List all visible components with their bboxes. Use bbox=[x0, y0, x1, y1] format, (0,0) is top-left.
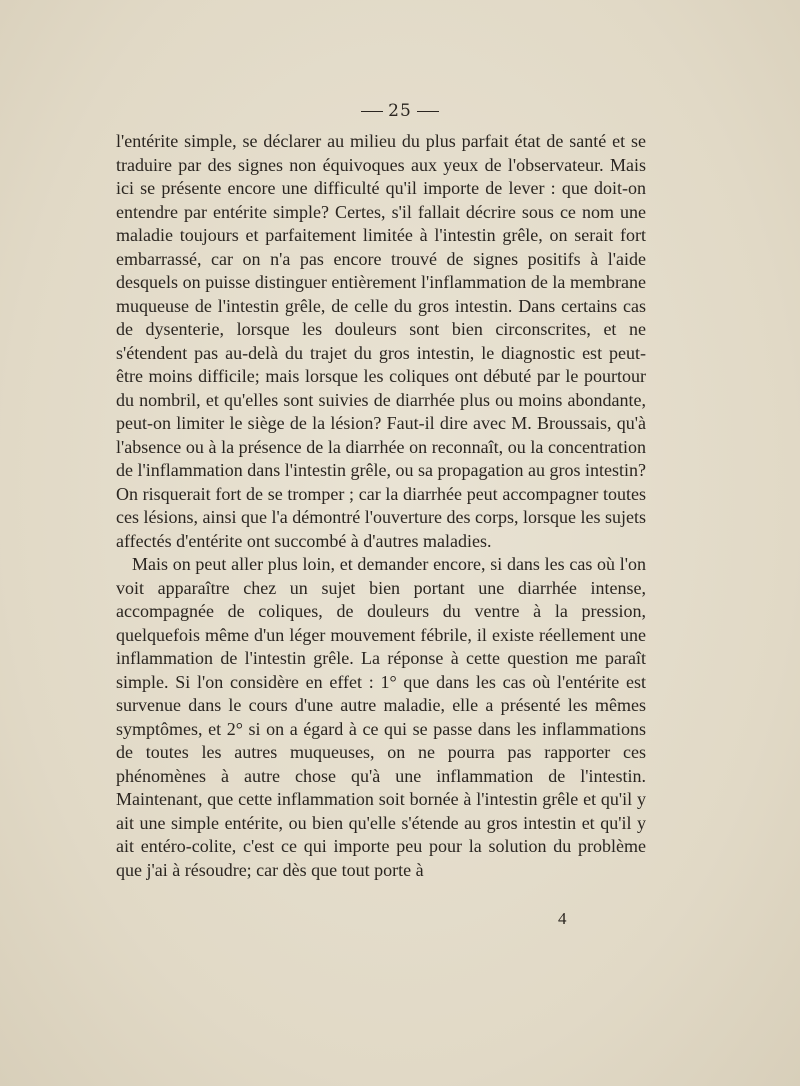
header-dash-right bbox=[417, 111, 439, 112]
page-number: 25 bbox=[388, 101, 412, 121]
page-header bbox=[0, 101, 800, 121]
header-dash-left bbox=[361, 111, 383, 112]
signature-mark: 4 bbox=[558, 909, 567, 928]
body-text bbox=[116, 130, 646, 882]
paragraph-1: l'entérite simple, se déclarer au milieu du plus parfait état de santé et se traduire par des signes non équivoques aux yeux de l'observateur. Mais ici se présente encore une difficulté qu'il importe de lever : que doit-on entendre par entérite simple? Certes, s'il fallait décrire sous ce nom une maladie toujours et parfaitement limitée à l'intestin grêle, on serait fort embarrassé, car on n'a pas encore trouvé de signes positifs à l'aide desquels on puisse distinguer entièrement l'inflammation de la membrane muqueuse de l'intestin grêle, de celle du gros intestin. Dans certains cas de dysenterie, lorsque les douleurs sont bien circonscrites, et ne s'étendent pas au-delà du trajet du gros intestin, le diagnostic est peut-être moins difficile; mais lorsque les coliques ont débuté par le pourtour du nombril, et qu'elles sont suivies de diarrhée plus ou moins abondante, peut-on limiter le siège de la lésion? Faut-il dire avec M. Broussais, qu'à l'absence ou à la présence de la diarrhée on reconnaît, ou la concentration de l'inflammation dans l'intestin grêle, ou sa propagation au gros intestin? On risquerait fort de se tromper ; car la diarrhée peut accompagner toutes ces lésions, ainsi que l'a démontré l'ouverture des corps, lorsque les sujets affectés d'entérite ont succombé à d'autres maladies. bbox=[116, 131, 646, 551]
paragraph-2: Mais on peut aller plus loin, et demander encore, si dans les cas où l'on voit apparaître chez un sujet bien portant une diarrhée intense, accompagnée de coliques, de douleurs du ventre à la pression, quelquefois même d'un léger mouvement fébrile, il existe réellement une inflammation de l'intestin grêle. La réponse à cette question me paraît simple. Si l'on considère en effet : 1° que dans les cas où l'entérite est survenue dans le cours d'une autre maladie, elle a présenté les mêmes symptômes, et 2° si on a égard à ce qui se passe dans les inflammations de toutes les autres muqueuses, on ne pourra pas rapporter ces phénomènes à autre chose qu'à une inflammation de l'intestin. Maintenant, que cette inflammation soit bornée à l'intestin grêle et qu'il y ait une simple entérite, ou bien qu'elle s'étende au gros intestin et qu'il y ait entéro-colite, c'est ce qui importe peu pour la solution du problème que j'ai à résoudre; car dès que tout porte à bbox=[116, 554, 646, 880]
